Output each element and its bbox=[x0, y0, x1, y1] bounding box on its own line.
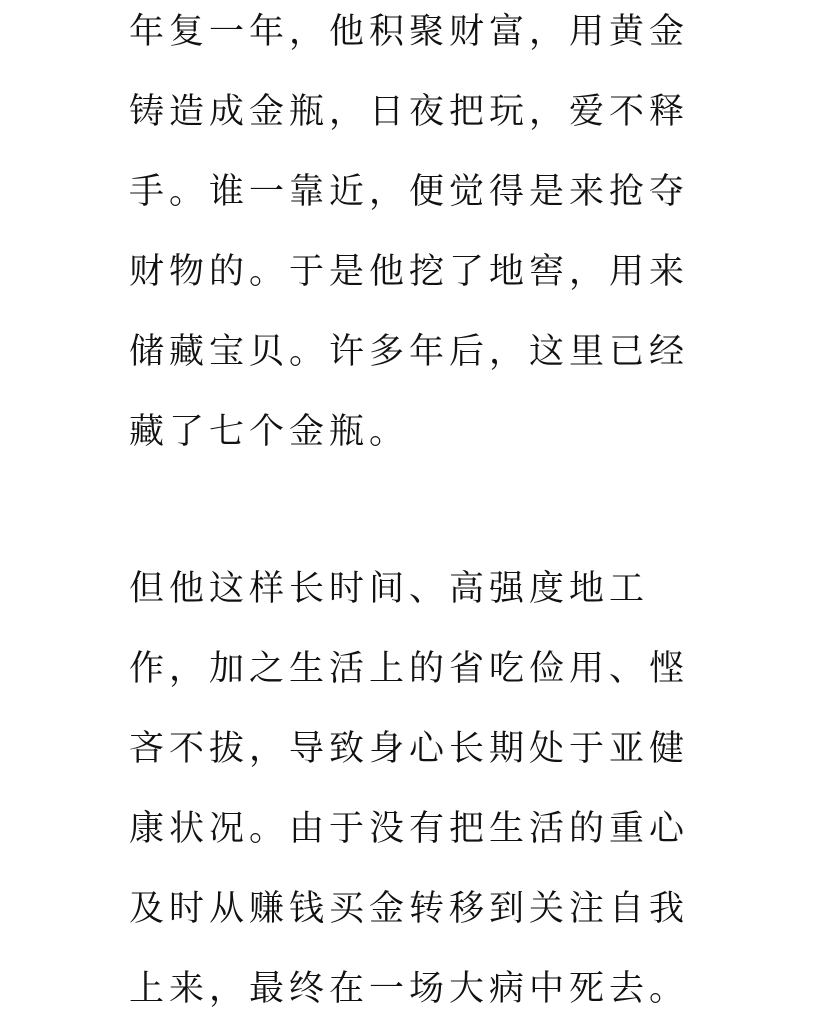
text-line: 藏了七个金瓶。 bbox=[129, 412, 410, 452]
text-line: 上来，最终在一场大病中死去。 bbox=[129, 969, 690, 1009]
text-line: 作，加之生活上的省吃俭用、悭 bbox=[129, 649, 690, 689]
text-line: 但他这样长时间、高强度地工 bbox=[129, 569, 650, 609]
article-body bbox=[129, 0, 709, 1016]
text-line: 吝不拔，导致身心长期处于亚健 bbox=[129, 729, 690, 769]
text-line: 财物的。于是他挖了地窖，用来 bbox=[129, 252, 690, 292]
text-line: 铸造成金瓶，日夜把玩，爱不释 bbox=[129, 92, 690, 132]
text-line: 康状况。由于没有把生活的重心 bbox=[129, 809, 690, 849]
text-line: 储藏宝贝。许多年后，这里已经 bbox=[129, 332, 690, 372]
paragraph-2 bbox=[129, 549, 709, 1016]
paragraph-1 bbox=[129, 0, 709, 472]
text-line: 及时从赚钱买金转移到关注自我 bbox=[129, 889, 690, 929]
text-line: 年复一年，他积聚财富，用黄金 bbox=[129, 12, 690, 52]
text-line: 手。谁一靠近，便觉得是来抢夺 bbox=[129, 172, 690, 212]
